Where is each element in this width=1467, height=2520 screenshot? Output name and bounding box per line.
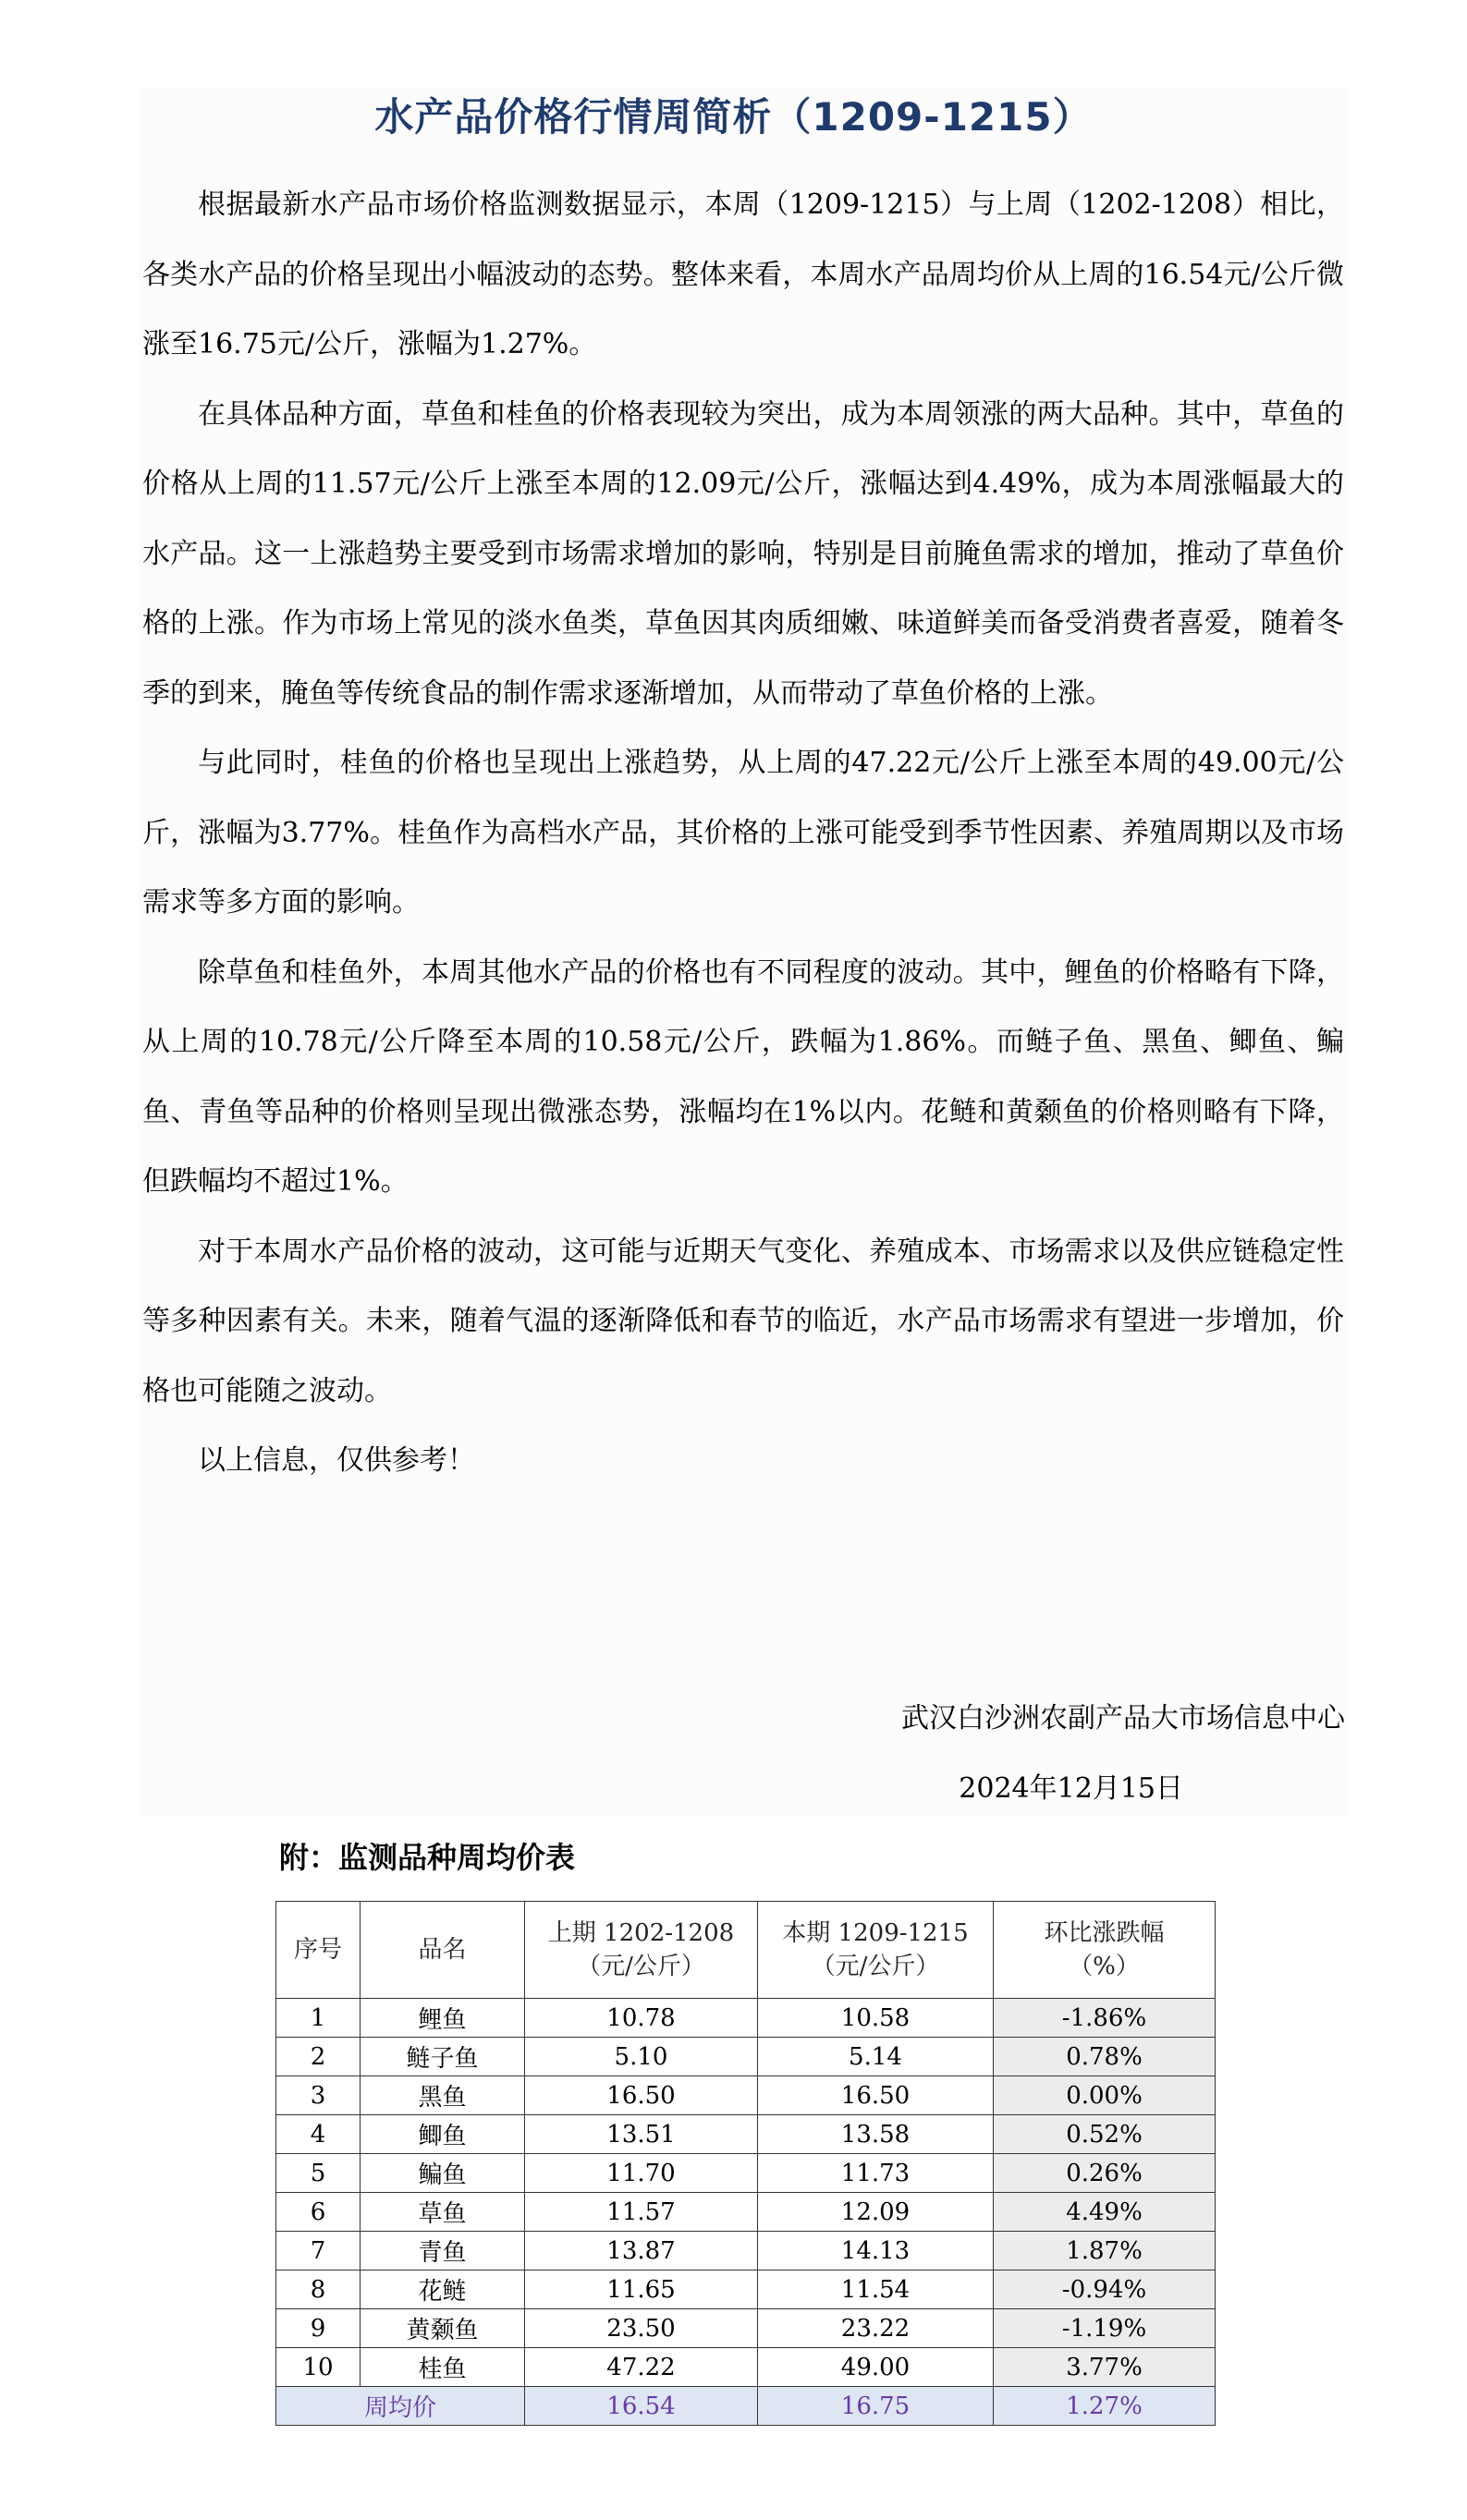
cell-index: 5 bbox=[276, 2154, 361, 2193]
cell-change: 3.77% bbox=[994, 2348, 1216, 2387]
paragraph: 在具体品种方面，草鱼和桂鱼的价格表现较为突出，成为本周领涨的两大品种。其中，草鱼的价格从上周的11.57元/公斤上涨至本周的12.09元/公斤，涨幅达到4.49%，成为本周涨幅最大的水产品。这一上涨趋势主要受到市场需求增加的影响，特别是目前腌鱼需求的增加，推动了草鱼价格的上涨。作为市场上常见的淡水鱼类，草鱼因其肉质细嫩、味道鲜美而备受消费者喜爱，随着冬季的到来，腌鱼等传统食品的制作需求逐渐增加，从而带动了草鱼价格的上涨。 bbox=[142, 397, 1344, 710]
cell-index: 1 bbox=[276, 1999, 361, 2038]
signature-date: 2024年12月15日 bbox=[959, 1772, 1183, 1805]
cell-index: 8 bbox=[276, 2270, 361, 2309]
cell-curr: 10.58 bbox=[758, 1999, 994, 2038]
appendix-title: 附：监测品种周均价表 bbox=[279, 1840, 576, 1875]
cell-name: 鲫鱼 bbox=[361, 2115, 525, 2154]
table-row bbox=[276, 2348, 1216, 2387]
cell-prev: 13.87 bbox=[525, 2232, 758, 2270]
cell-change: 0.78% bbox=[994, 2038, 1216, 2076]
table-header-row bbox=[276, 1902, 1216, 1999]
cell-prev: 13.51 bbox=[525, 2115, 758, 2154]
table-row bbox=[276, 2232, 1216, 2270]
cell-prev: 16.50 bbox=[525, 2076, 758, 2115]
cell-prev: 10.78 bbox=[525, 1999, 758, 2038]
cell-name: 桂鱼 bbox=[361, 2348, 525, 2387]
cell-curr: 16.50 bbox=[758, 2076, 994, 2115]
cell-change: -1.86% bbox=[994, 1999, 1216, 2038]
table-average-row bbox=[276, 2387, 1216, 2426]
cell-average-prev: 16.54 bbox=[525, 2387, 758, 2426]
paragraph: 以上信息，仅供参考！ bbox=[198, 1444, 475, 1477]
table-row bbox=[276, 2115, 1216, 2154]
header-prev: 上期 1202-1208 （元/公斤） bbox=[525, 1902, 758, 1999]
header-name: 品名 bbox=[361, 1902, 525, 1999]
cell-change: 0.52% bbox=[994, 2115, 1216, 2154]
cell-change: 0.00% bbox=[994, 2076, 1216, 2115]
cell-prev: 23.50 bbox=[525, 2309, 758, 2348]
cell-prev: 11.70 bbox=[525, 2154, 758, 2193]
cell-average-change: 1.27% bbox=[994, 2387, 1216, 2426]
cell-name: 黄颡鱼 bbox=[361, 2309, 525, 2348]
cell-index: 3 bbox=[276, 2076, 361, 2115]
cell-change: -0.94% bbox=[994, 2270, 1216, 2309]
cell-name: 青鱼 bbox=[361, 2232, 525, 2270]
table-row bbox=[276, 2309, 1216, 2348]
table-row bbox=[276, 2038, 1216, 2076]
cell-prev: 11.57 bbox=[525, 2193, 758, 2232]
cell-change: 4.49% bbox=[994, 2193, 1216, 2232]
header-index: 序号 bbox=[276, 1902, 361, 1999]
cell-name: 黑鱼 bbox=[361, 2076, 525, 2115]
paragraph: 对于本周水产品价格的波动，这可能与近期天气变化、养殖成本、市场需求以及供应链稳定性等多种因素有关。未来，随着气温的逐渐降低和春节的临近，水产品市场需求有望进一步增加，价格也可能随之波动。 bbox=[142, 1235, 1344, 1407]
header-change: 环比涨跌幅 （%） bbox=[994, 1902, 1216, 1999]
cell-name: 鲤鱼 bbox=[361, 1999, 525, 2038]
cell-prev: 5.10 bbox=[525, 2038, 758, 2076]
cell-change: -1.19% bbox=[994, 2309, 1216, 2348]
cell-curr: 12.09 bbox=[758, 2193, 994, 2232]
cell-name: 草鱼 bbox=[361, 2193, 525, 2232]
cell-curr: 49.00 bbox=[758, 2348, 994, 2387]
paragraph: 除草鱼和桂鱼外，本周其他水产品的价格也有不同程度的波动。其中，鲤鱼的价格略有下降，从上周的10.78元/公斤降至本周的10.58元/公斤，跌幅为1.86%。而鲢子鱼、黑鱼、鲫鱼、鳊鱼、青鱼等品种的价格则呈现出微涨态势，涨幅均在1%以内。花鲢和黄颡鱼的价格则略有下降，但跌幅均不超过1%。 bbox=[142, 956, 1344, 1198]
cell-average-label: 周均价 bbox=[276, 2387, 525, 2426]
table-row bbox=[276, 2193, 1216, 2232]
table-row bbox=[276, 2270, 1216, 2309]
cell-average-curr: 16.75 bbox=[758, 2387, 994, 2426]
paragraph: 与此同时，桂鱼的价格也呈现出上涨趋势，从上周的47.22元/公斤上涨至本周的49.00元/公斤，涨幅为3.77%。桂鱼作为高档水产品，其价格的上涨可能受到季节性因素、养殖周期以及市场需求等多方面的影响。 bbox=[142, 747, 1344, 919]
cell-index: 10 bbox=[276, 2348, 361, 2387]
cell-curr: 23.22 bbox=[758, 2309, 994, 2348]
cell-curr: 11.73 bbox=[758, 2154, 994, 2193]
table-row bbox=[276, 2154, 1216, 2193]
cell-curr: 5.14 bbox=[758, 2038, 994, 2076]
signature-organization: 武汉白沙洲农副产品大市场信息中心 bbox=[901, 1702, 1345, 1735]
table-row bbox=[276, 2076, 1216, 2115]
cell-name: 花鲢 bbox=[361, 2270, 525, 2309]
header-curr: 本期 1209-1215 （元/公斤） bbox=[758, 1902, 994, 1999]
cell-index: 4 bbox=[276, 2115, 361, 2154]
price-table bbox=[275, 1901, 1216, 2426]
cell-name: 鲢子鱼 bbox=[361, 2038, 525, 2076]
cell-index: 9 bbox=[276, 2309, 361, 2348]
document-body bbox=[142, 170, 1344, 1496]
cell-prev: 11.65 bbox=[525, 2270, 758, 2309]
cell-name: 鳊鱼 bbox=[361, 2154, 525, 2193]
cell-index: 6 bbox=[276, 2193, 361, 2232]
paragraph: 根据最新水产品市场价格监测数据显示，本周（1209-1215）与上周（1202-1208）相比，各类水产品的价格呈现出小幅波动的态势。整体来看，本周水产品周均价从上周的16.54元/公斤微涨至16.75元/公斤，涨幅为1.27%。 bbox=[142, 189, 1344, 360]
cell-curr: 13.58 bbox=[758, 2115, 994, 2154]
page-title: 水产品价格行情周简析（1209-1215） bbox=[374, 94, 1093, 140]
cell-change: 0.26% bbox=[994, 2154, 1216, 2193]
table-row bbox=[276, 1999, 1216, 2038]
cell-index: 2 bbox=[276, 2038, 361, 2076]
cell-change: 1.87% bbox=[994, 2232, 1216, 2270]
cell-curr: 14.13 bbox=[758, 2232, 994, 2270]
cell-prev: 47.22 bbox=[525, 2348, 758, 2387]
cell-index: 7 bbox=[276, 2232, 361, 2270]
cell-curr: 11.54 bbox=[758, 2270, 994, 2309]
